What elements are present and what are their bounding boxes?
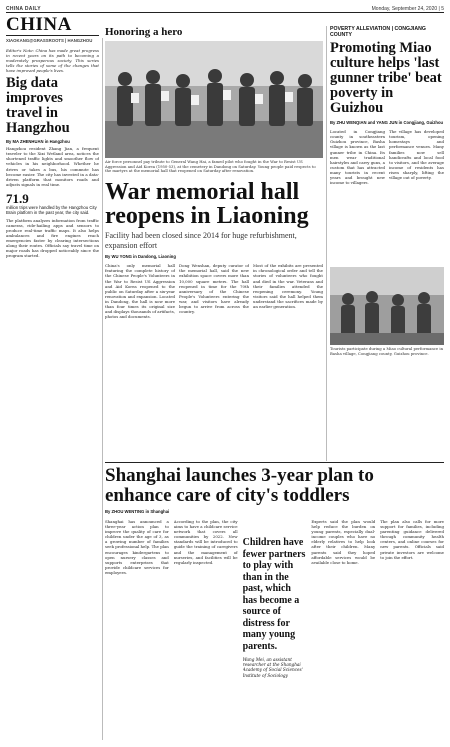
bottom-body-col-3: Experts said the plan would help reduce the burden on young parents, especially dual-income couples who have no elderly relatives to help look after their children. Many parents said they hoped affordable services would be available close to home.: [311, 519, 376, 565]
top-rule: [6, 12, 444, 13]
story-headline[interactable]: Big data improves travel in Hangzhou: [6, 74, 70, 136]
tourists-photo-image: [330, 267, 444, 345]
photo-kicker: Honoring a hero: [105, 26, 183, 38]
section-title: CHINA: [6, 14, 72, 35]
right-byline: By ZHU WENQIAN and YANG JUN in Congjiang, Guizhou: [330, 120, 444, 125]
tourists-photo[interactable]: [330, 267, 444, 345]
column-divider: [102, 38, 103, 740]
right-kicker: POVERTY ALLEVIATION | CONGJIANG COUNTY: [330, 26, 426, 38]
editor-note: Editor's Note: China has made great progress in recent years on its path to becoming a moderately prosperous society. This series tells the stories of some of the changes that have improved people's lives.: [6, 47, 99, 73]
bottom-body-col-1: Shanghai has announced a three-year action plan to improve the quality of care for children under the age of 3, as a growing number of families seek professional help. The plan encourages kindergartens to open nursery classes and supports enterprises that provide childcare services for employees.: [105, 519, 169, 575]
ceremony-photo-image: [105, 41, 323, 158]
ceremony-photo[interactable]: [105, 41, 323, 158]
main-byline: By WU YONG in Dandong, Liaoning: [105, 254, 176, 260]
bottom-body-col-2: According to the plan, the city aims to have a childcare service network that covers all communities by 2022. New standards will be introduced to guide the training of caregivers and the management of nurseries, and facilities will be regularly inspected.: [173, 519, 238, 565]
right-body-col-1: Located in Congjiang county in southeastern Guizhou province, Basha village is known as the last gunner tribe in China. Its men wear traditional hairstyles and carry guns, a custom that has attracted many tourists in recent years and brought new income to villagers.: [330, 129, 385, 186]
bottom-body-col-4: The plan also calls for more support for families, including parenting guidance delivered through community health centers, and online courses for new parents. Officials said private investors are welcome to join the effort.: [380, 519, 444, 560]
left-column-story: [6, 38, 99, 743]
column-divider-right: [326, 26, 327, 461]
bottom-headline[interactable]: Shanghai launches 3-year plan to enhance care of city's toddlers: [105, 465, 374, 506]
right-story: [330, 26, 444, 357]
pullquote-attribution: Wang Mei, an assistant researcher at the Shanghai Academy of Social Sciences' Institute of Sociology: [242, 657, 303, 678]
issue-date: Monday, September 24, 2020 | 5: [371, 6, 444, 12]
bottom-byline: By ZHOU WENTING in Shanghai: [105, 509, 170, 514]
pullquote-column: [243, 517, 307, 747]
main-deck: Facility had been closed since 2014 for huge refurbishment, expansion effort: [105, 231, 297, 250]
main-body-columns: [105, 261, 323, 405]
story-byline: By MA ZHENHUAN in Hangzhou: [6, 138, 70, 144]
main-body-col-3: Most of the exhibits are presented in chronological order and tell the stories of volunteers who fought and died in the war. Veterans and their families attended the reopening ceremony. Young visitors said the hall helped them understand the sacrifices made by an earlier generation.: [253, 263, 323, 310]
stat-value: 71.9: [6, 190, 29, 206]
photo-caption: Air force personnel pay tribute to General Wang Hai, a famed pilot who fought in the War to Resist US Aggression and Aid Korea (1950-53), at the cemetery in Dandong on Saturday. Young people paid respects to the martyrs at the memorial hall that reopened on Saturday after renovation.: [105, 159, 316, 174]
right-body-col-2: The village has developed tourism, opening homestays and performance venues. Many families now sell handicrafts and local food to visitors, and the average income of residents has risen sharply, lifting the village out of poverty.: [389, 129, 444, 181]
stat-label: million trips were handled by the Hangzhou City Brain platform in the past year, the city said.: [6, 204, 97, 216]
main-body-col-2: Dong Wenshan, deputy curator of the memorial hall, said the new exhibition space covers more than 10,000 square meters. The hall reopened in time for the 70th anniversary of the Chinese People's Volunteers entering the war, and visitors have already begun to arrive from across the country.: [179, 263, 249, 315]
story-dateline: XIAOKANG@GRASSROOTS | HANGZHOU: [6, 38, 93, 43]
main-story: [105, 26, 323, 405]
bottom-story: [105, 466, 444, 747]
bottom-rule: [105, 462, 444, 463]
right-headline[interactable]: Promoting Miao culture helps 'last gunner tribe' beat poverty in Guizhou: [330, 40, 442, 116]
story-body: Hangzhou resident Zhang Jian, a frequent traveler to the Xixi Wetland area, notices the shortened traffic lights and smoother flow of vehicles in his neighborhood. Whether he drives or takes a bus, his commute has become easier. The city has invested in a data-driven platform that monitors roads and adjusts signals in real time.: [6, 146, 99, 187]
newspaper-name: CHINA DAILY: [6, 6, 41, 12]
bottom-body-columns: [105, 517, 444, 747]
story-body-continued: The platform analyzes information from traffic cameras, ride-hailing apps and sensors to produce real-time traffic maps. It also helps ambulances and fire engines reach emergencies faster by clearing intersections along their routes. Officials say travel time on major roads has dropped noticeably since the program started.: [6, 217, 99, 259]
pullquote: [243, 537, 307, 678]
section-rule: [6, 35, 99, 36]
stat-callout: [6, 192, 99, 216]
main-headline[interactable]: War memorial hall reopens in Liaoning: [105, 179, 309, 230]
tourists-caption: Tourists participate during a Miao cultural performance in Basha village, Congjiang county, Guizhou province.: [330, 346, 444, 356]
right-body-columns: [330, 127, 444, 263]
main-body-col-1: China's only memorial hall featuring the complete history of the Chinese People's Volunteers in the War to Resist US Aggression and Aid Korea reopened to the public on Saturday after a six-year renovation and expansion. Located in Dandong, the hall is now more than four times its original size and displays thousands of artifacts, photos and documents.: [105, 263, 175, 320]
pullquote-text: Children have fewer partners to play with than in the past, which has become a source of distress for many young parents.: [242, 537, 306, 652]
